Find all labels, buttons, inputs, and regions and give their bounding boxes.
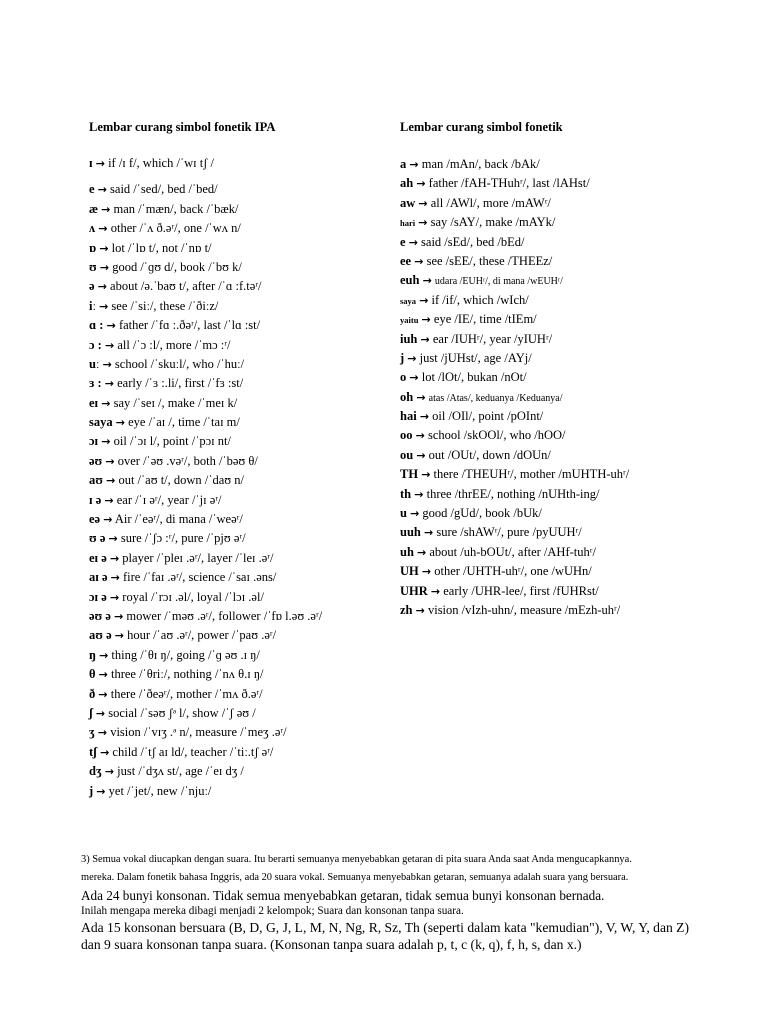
arrow-icon: → — [104, 493, 114, 507]
example-words: over /ˈəʊ .vəʳ/, both /ˈbəʊ θ/ — [117, 453, 258, 468]
example-words: ear /IUHʳ/, year /yIUHʳ/ — [432, 331, 553, 346]
symbol-row — [400, 368, 629, 387]
arrow-icon: → — [421, 468, 431, 482]
symbol-row — [89, 316, 322, 335]
symbol-row — [400, 601, 629, 620]
symbol-row — [89, 646, 322, 665]
phonetic-symbol: tʃ — [89, 744, 97, 759]
symbol-row — [400, 213, 629, 232]
example-words: yet /ˈjet/, new /ˈnjuː/ — [108, 783, 212, 798]
phonetic-symbol: ɪ ə — [89, 492, 102, 507]
phonetic-symbol: æ — [89, 201, 99, 216]
phonetic-symbol: oo — [400, 428, 413, 443]
arrow-icon: → — [104, 338, 115, 352]
example-words: ear /ˈɪ əʳ/, year /ˈjɪ əʳ/ — [116, 492, 222, 507]
example-words: thing /ˈθɪ ŋ/, going /ˈɡ əʊ .ɪ ŋ/ — [111, 647, 260, 662]
arrow-icon: → — [101, 202, 111, 216]
phonetic-symbol: ʒ — [89, 725, 95, 740]
symbol-row — [89, 743, 322, 762]
phonetic-symbol: aʊ ə — [89, 628, 112, 643]
example-words: fire /ˈfaɪ .əʳ/, science /ˈsaɪ .əns/ — [123, 570, 277, 585]
symbol-row — [400, 485, 629, 504]
phonetic-symbol: iuh — [400, 331, 418, 346]
phonetic-symbol: u — [400, 506, 407, 521]
arrow-icon: → — [99, 260, 110, 274]
phonetic-symbol: aw — [400, 195, 416, 210]
phonetic-symbol: ɪ — [89, 156, 93, 170]
phonetic-symbol: TH — [400, 467, 419, 482]
example-words: three /thrEE/, nothing /nUHth-ing/ — [426, 486, 600, 501]
ipa-column-title: Lembar curang simbol fonetik IPA — [89, 120, 276, 134]
arrow-icon: → — [109, 551, 120, 565]
phonetic-symbol: eə — [89, 512, 101, 527]
example-words: social /ˈsəʊ ʃᵊ l/, show /ˈʃ əʊ / — [108, 705, 256, 720]
arrow-icon: → — [416, 177, 426, 191]
example-words: if /ɪ f/, which /ˈwɪ tʃ / — [108, 156, 214, 170]
phonetic-symbol: ɜ : — [89, 376, 102, 391]
symbol-row — [400, 582, 629, 601]
arrow-icon: → — [419, 293, 429, 307]
example-words: there /ˈðeəʳ/, mother /ˈmʌ ð.əʳ/ — [110, 686, 263, 701]
example-words: said /sEd/, bed /bEd/ — [421, 234, 525, 249]
phonetic-symbol: euh — [400, 273, 420, 288]
arrow-icon: → — [101, 435, 111, 449]
example-words: child /ˈtʃ aɪ ld/, teacher /ˈtiː.tʃ əʳ/ — [112, 744, 274, 759]
symbol-row — [400, 426, 629, 445]
phonetic-symbol: hai — [400, 409, 417, 424]
phonetic-symbol: ah — [400, 176, 414, 191]
arrow-icon: → — [430, 584, 441, 598]
arrow-icon: → — [95, 157, 105, 170]
arrow-icon: → — [97, 726, 108, 740]
symbol-row — [400, 174, 629, 193]
arrow-icon: → — [109, 590, 120, 604]
phonetic-symbol: yaitu — [400, 315, 419, 326]
arrow-icon: → — [110, 571, 120, 585]
phonetic-symbol: a — [400, 157, 407, 171]
symbol-row — [89, 685, 322, 704]
symbol-row — [89, 723, 322, 742]
phonetic-symbol: j — [89, 783, 94, 798]
example-words: just /ˈdʒʌ st/, age /ˈeɪ dʒ / — [117, 764, 244, 779]
phonetic-symbol: UHR — [400, 583, 428, 598]
symbol-row — [400, 271, 629, 290]
symbol-row — [400, 330, 629, 349]
arrow-icon: → — [98, 222, 108, 236]
phonetic-symbol: ɔ : — [89, 337, 102, 352]
phonetic-symbol: eɪ — [89, 395, 99, 410]
example-words: eye /ˈaɪ /, time /ˈtaɪ m/ — [128, 415, 240, 430]
symbol-row — [89, 510, 322, 529]
arrow-icon: → — [410, 507, 420, 521]
arrow-icon: → — [418, 216, 428, 230]
example-words: atas /Atas/, keduanya /Keduanya/ — [428, 392, 563, 404]
phonetic-symbol: ʃ — [89, 705, 93, 720]
phonetic-symbol: ð — [89, 686, 96, 701]
example-words: Air /ˈeəʳ/, di mana /ˈweəʳ/ — [114, 512, 243, 527]
example-words: see /sEE/, these /THEEz/ — [426, 253, 553, 268]
arrow-icon: → — [96, 784, 106, 798]
example-words: out /ˈaʊ t/, down /ˈdaʊ n/ — [118, 473, 244, 488]
symbol-row — [89, 491, 322, 510]
example-words: early /ˈɜ :.li/, first /ˈfɜ :st/ — [117, 376, 244, 391]
arrow-icon: → — [115, 416, 125, 430]
symbol-row — [400, 504, 629, 523]
example-words: other /ˈʌ ð.əʳ/, one /ˈwʌ n/ — [110, 221, 241, 236]
arrow-icon: → — [106, 319, 116, 333]
symbol-row — [89, 529, 322, 548]
example-words: early /UHR-lee/, first /fUHRst/ — [443, 583, 599, 598]
phonetic-symbol: ʊ — [89, 259, 97, 274]
symbol-row — [89, 180, 322, 199]
example-words: say /ˈseɪ /, make /ˈmeɪ k/ — [113, 395, 238, 410]
arrow-icon: → — [416, 390, 426, 404]
phonetic-symbol: əʊ ə — [89, 608, 111, 623]
symbol-row — [400, 446, 629, 465]
symbol-row — [400, 349, 629, 368]
symbol-row — [89, 219, 322, 238]
arrow-icon: → — [95, 706, 106, 720]
arrow-icon: → — [97, 280, 107, 294]
phonetic-symbol: UH — [400, 564, 419, 579]
symbol-row — [89, 782, 322, 801]
phonetic-symbol: hari — [400, 218, 416, 229]
arrow-icon: → — [99, 648, 109, 662]
symbol-row — [400, 194, 629, 213]
example-words: all /ˈɔ :l/, more /ˈmɔ :ʳ/ — [117, 337, 231, 352]
phonetic-symbol: ʌ — [89, 221, 96, 236]
arrow-icon: → — [101, 396, 111, 410]
arrow-icon: → — [418, 196, 428, 210]
note-line: Ada 15 konsonan bersuara (B, D, G, J, L, M, N, Ng, R, Sz, Th (seperti dalam kata "kemudian"), V, W, Y, dan Z) — [81, 920, 689, 935]
arrow-icon: → — [408, 235, 418, 249]
arrow-icon: → — [97, 183, 107, 197]
arrow-icon: → — [99, 241, 109, 255]
symbol-row — [89, 626, 322, 645]
symbol-row — [400, 233, 629, 252]
symbol-row — [89, 374, 322, 393]
arrow-icon: → — [106, 474, 116, 488]
note-line: dan 9 suara konsonan tanpa suara. (Konsonan tanpa suara adalah p, t, c (k, q), f, h, s, dan x.) — [81, 937, 582, 952]
phonetic-symbol: uː — [89, 356, 100, 371]
arrow-icon: → — [419, 410, 430, 424]
arrow-icon: → — [416, 448, 426, 462]
phonetic-symbol: uuh — [400, 525, 421, 540]
phonetic-symbol: ŋ — [89, 647, 96, 662]
example-words: sure /ˈʃɔ :ʳ/, pure /ˈpjʊ əʳ/ — [120, 531, 246, 546]
symbol-row — [89, 471, 322, 490]
symbol-row — [89, 549, 322, 568]
symbol-row — [89, 568, 322, 587]
arrow-icon: → — [100, 745, 110, 759]
phonetic-symbol: o — [400, 370, 407, 385]
phonetic-symbol: aɪ ə — [89, 570, 108, 585]
symbol-row — [400, 543, 629, 562]
example-words: man /ˈmæn/, back /ˈbæk/ — [113, 201, 239, 216]
phonetic-symbol: oh — [400, 389, 414, 404]
simple-phonetic-column-title: Lembar curang simbol fonetik — [400, 120, 563, 134]
example-words: father /ˈfɑ :.ðəʳ/, last /ˈlɑ :st/ — [118, 318, 261, 333]
example-words: vision /ˈvɪʒ .ᵊ n/, measure /ˈmeʒ .əʳ/ — [110, 725, 287, 740]
phonetic-symbol: ee — [400, 253, 412, 268]
phonetic-symbol: iː — [89, 298, 96, 313]
arrow-icon: → — [102, 357, 112, 371]
arrow-icon: → — [114, 629, 124, 643]
phonetic-symbol: uh — [400, 544, 414, 559]
symbol-row — [89, 200, 322, 219]
arrow-icon: → — [105, 454, 115, 468]
arrow-icon: → — [409, 158, 419, 171]
example-words: royal /ˈrɔɪ .əl/, loyal /ˈlɔɪ .əl/ — [122, 589, 264, 604]
note-line: mereka. Dalam fonetik bahasa Inggris, ada 20 suara vokal. Semuanya menyebabkan getaran, semuanya adalah suara yang bersuara. — [81, 872, 629, 883]
symbol-row — [400, 465, 629, 484]
arrow-icon: → — [104, 765, 115, 779]
phonetic-symbol: eɪ ə — [89, 550, 107, 565]
example-words: see /ˈsiː/, these /ˈðiːz/ — [111, 298, 219, 313]
example-words: school /ˈskuːl/, who /ˈhuː/ — [114, 356, 245, 371]
arrow-icon: → — [415, 603, 425, 617]
arrow-icon: → — [108, 532, 118, 546]
symbol-row — [400, 523, 629, 542]
arrow-icon: → — [414, 254, 424, 268]
note-line: Ada 24 bunyi konsonan. Tidak semua menyebabkan getaran, tidak semua bunyi konsonan bernada. — [81, 888, 605, 903]
arrow-icon: → — [99, 299, 109, 313]
arrow-icon: → — [407, 351, 417, 365]
phonetic-symbol: θ — [89, 667, 96, 682]
example-words: if /if/, which /wIch/ — [431, 292, 529, 307]
phonetic-symbol: ɑ : — [89, 318, 104, 333]
phonetic-symbol: əʊ — [89, 453, 103, 468]
example-words: father /fAH-THuhʳ/, last /lAHst/ — [428, 176, 590, 191]
symbol-row — [400, 252, 629, 271]
symbol-row — [89, 336, 322, 355]
symbol-row — [89, 297, 322, 316]
example-words: eye /IE/, time /tIEm/ — [433, 312, 537, 327]
arrow-icon: → — [104, 377, 114, 391]
example-words: just /jUHst/, age /AYj/ — [419, 350, 532, 365]
symbol-row — [89, 452, 322, 471]
arrow-icon: → — [423, 526, 434, 540]
symbol-row — [89, 277, 322, 296]
example-words: lot /ˈlɒ t/, not /ˈnɒ t/ — [111, 240, 212, 255]
example-words: other /UHTH-uhʳ/, one /wUHn/ — [434, 564, 592, 579]
example-words: about /uh-bOUt/, after /AHf-tuhʳ/ — [429, 544, 596, 559]
arrow-icon: → — [421, 313, 431, 327]
example-words: good /ˈɡʊ d/, book /ˈbʊ k/ — [112, 259, 242, 274]
symbol-row — [89, 239, 322, 258]
example-words: hour /ˈaʊ .əʳ/, power /ˈpaʊ .əʳ/ — [127, 628, 277, 643]
example-words: vision /vIzh-uhn/, measure /mEzh-uhʳ/ — [427, 602, 621, 617]
example-words: mower /ˈməʊ .əʳ/, follower /ˈfɒ l.əʊ .əʳ/ — [126, 608, 323, 623]
symbol-row — [400, 291, 629, 310]
arrow-icon: → — [98, 687, 108, 701]
arrow-icon: → — [421, 565, 432, 579]
phonetic-symbol: ɔɪ — [89, 434, 99, 449]
arrow-icon: → — [420, 332, 430, 346]
example-words: player /ˈpleɪ .əʳ/, layer /ˈleɪ .əʳ/ — [122, 550, 274, 565]
phonetic-symbol: th — [400, 486, 412, 501]
symbol-row — [89, 355, 322, 374]
example-words: say /sAY/, make /mAYk/ — [430, 215, 556, 230]
example-words: lot /lOt/, bukan /nOt/ — [421, 370, 527, 385]
symbol-row — [89, 762, 322, 781]
symbol-row — [400, 388, 629, 407]
example-words: man /mAn/, back /bAk/ — [421, 157, 540, 171]
example-words: all /AWl/, more /mAWʳ/ — [430, 195, 551, 210]
simple-phonetic-symbol-list — [400, 155, 629, 620]
symbol-row — [89, 607, 322, 626]
note-line: 3) Semua vokal diucapkan dengan suara. Itu berarti semuanya menyebabkan getaran di pita suara Anda saat Anda mengucapkannya. — [81, 854, 632, 865]
phonetic-symbol: j — [400, 350, 405, 365]
example-words: there /THEUHʳ/, mother /mUHTH-uhʳ/ — [433, 467, 630, 482]
phonetic-symbol: saya — [400, 295, 417, 306]
phonetic-symbol: saya — [89, 415, 113, 430]
phonetic-symbol: zh — [400, 602, 413, 617]
symbol-row — [89, 704, 322, 723]
arrow-icon: → — [422, 274, 432, 288]
phonetic-symbol: ʊ ə — [89, 531, 106, 546]
phonetic-symbol: aʊ — [89, 473, 103, 488]
arrow-icon: → — [114, 609, 124, 623]
symbol-row — [400, 155, 629, 174]
example-words: school /skOOl/, who /hOO/ — [427, 428, 566, 443]
example-words: out /OUt/, down /dOUn/ — [428, 447, 551, 462]
example-words: three /ˈθriː/, nothing /ˈnʌ θ.ɪ ŋ/ — [111, 667, 264, 682]
symbol-row — [89, 413, 322, 432]
arrow-icon: → — [417, 545, 427, 559]
symbol-row — [400, 407, 629, 426]
example-words: said /ˈsed/, bed /ˈbed/ — [110, 182, 218, 197]
note-line: Inilah mengapa mereka dibagi menjadi 2 kelompok; Suara dan konsonan tanpa suara. — [81, 905, 464, 917]
arrow-icon: → — [415, 429, 425, 443]
symbol-row — [89, 432, 322, 451]
symbol-row — [400, 310, 629, 329]
example-words: oil /ˈɔɪ l/, point /ˈpɔɪ nt/ — [113, 434, 231, 449]
example-words: about /ə.ˈbaʊ t/, after /ˈɑ :f.təʳ/ — [110, 279, 262, 294]
symbol-row — [89, 258, 322, 277]
ipa-symbol-list — [89, 154, 322, 801]
notes-section — [81, 851, 761, 953]
symbol-row — [89, 588, 322, 607]
phonetic-symbol: ə — [89, 279, 95, 294]
phonetic-symbol: dʒ — [89, 764, 102, 779]
symbol-row — [400, 562, 629, 581]
phonetic-symbol: e — [89, 182, 95, 197]
arrow-icon: → — [98, 668, 108, 682]
arrow-icon: → — [103, 513, 113, 527]
phonetic-symbol: ɔɪ ə — [89, 589, 107, 604]
example-words: oil /OIl/, point /pOInt/ — [432, 409, 544, 424]
example-words: good /gUd/, book /bUk/ — [422, 506, 542, 521]
symbol-row — [89, 665, 322, 684]
symbol-row — [89, 154, 322, 173]
example-words: sure /shAWʳ/, pure /pyUUHʳ/ — [436, 525, 582, 540]
example-words: udara /EUHʳ/, di mana /wEUHʳ/ — [434, 276, 563, 288]
phonetic-symbol: e — [400, 234, 406, 249]
phonetic-symbol: ou — [400, 447, 414, 462]
phonetic-symbol: ɒ — [89, 240, 97, 255]
arrow-icon: → — [414, 487, 424, 501]
symbol-row — [89, 394, 322, 413]
arrow-icon: → — [409, 371, 419, 385]
